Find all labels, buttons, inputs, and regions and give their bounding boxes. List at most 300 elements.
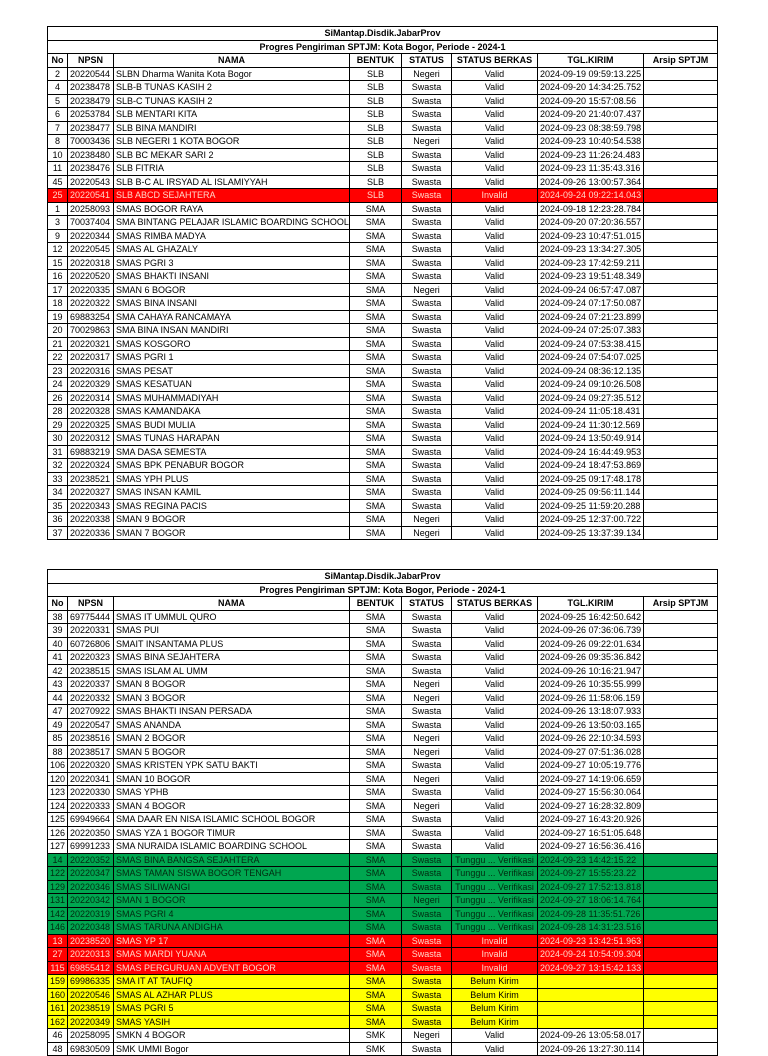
cell-nama: SMA NURAIDA ISLAMIC BOARDING SCHOOL xyxy=(114,840,350,854)
cell-tgl-kirim: 2024-09-27 15:55:23.22 xyxy=(538,867,644,881)
table-row xyxy=(48,499,718,513)
cell-arsip-sptjm xyxy=(644,826,718,840)
cell-status-berkas: Valid xyxy=(452,310,538,324)
cell-bentuk: SMA xyxy=(350,486,402,500)
cell-npsn: 20220343 xyxy=(68,499,114,513)
cell-bentuk: SMA xyxy=(350,1015,402,1029)
cell-nama: SMAN 3 BOGOR xyxy=(114,691,350,705)
cell-tgl-kirim: 2024-09-19 09:59:13.225 xyxy=(538,67,644,81)
cell-no: 35 xyxy=(48,499,68,513)
cell-no: 126 xyxy=(48,826,68,840)
cell-npsn: 20220328 xyxy=(68,405,114,419)
cell-npsn: 20220342 xyxy=(68,894,114,908)
cell-bentuk: SMA xyxy=(350,894,402,908)
cell-no: 37 xyxy=(48,526,68,540)
cell-npsn: 20220337 xyxy=(68,678,114,692)
cell-status: Negeri xyxy=(402,135,452,149)
cell-status: Swasta xyxy=(402,405,452,419)
cell-arsip-sptjm xyxy=(644,243,718,257)
cell-npsn: 20220338 xyxy=(68,513,114,527)
table-row xyxy=(48,745,718,759)
cell-tgl-kirim: 2024-09-27 17:52:13.818 xyxy=(538,880,644,894)
cell-tgl-kirim: 2024-09-26 11:58:06.159 xyxy=(538,691,644,705)
cell-nama: SMAN 5 BOGOR xyxy=(114,745,350,759)
cell-arsip-sptjm xyxy=(644,880,718,894)
cell-bentuk: SMA xyxy=(350,310,402,324)
table-row xyxy=(48,202,718,216)
cell-status-berkas: Valid xyxy=(452,364,538,378)
cell-npsn: 20220344 xyxy=(68,229,114,243)
cell-no: 46 xyxy=(48,1029,68,1043)
cell-npsn: 20253784 xyxy=(68,108,114,122)
cell-no: 12 xyxy=(48,243,68,257)
table-row xyxy=(48,1015,718,1029)
table-row xyxy=(48,256,718,270)
header-npsn: NPSN xyxy=(68,597,114,611)
cell-tgl-kirim xyxy=(538,988,644,1002)
cell-npsn: 70037404 xyxy=(68,216,114,230)
cell-status: Swasta xyxy=(402,432,452,446)
cell-status: Swasta xyxy=(402,108,452,122)
cell-status: Negeri xyxy=(402,745,452,759)
cell-tgl-kirim: 2024-09-26 10:16:21.947 xyxy=(538,664,644,678)
cell-tgl-kirim: 2024-09-24 07:17:50.087 xyxy=(538,297,644,311)
cell-no: 127 xyxy=(48,840,68,854)
table-row xyxy=(48,664,718,678)
cell-status: Swasta xyxy=(402,867,452,881)
cell-nama: SMAS YPH PLUS xyxy=(114,472,350,486)
cell-tgl-kirim: 2024-09-23 11:26:24.483 xyxy=(538,148,644,162)
cell-nama: SMAS IT UMMUL QURO xyxy=(114,610,350,624)
cell-status: Swasta xyxy=(402,975,452,989)
cell-arsip-sptjm xyxy=(644,759,718,773)
cell-status: Swasta xyxy=(402,651,452,665)
cell-bentuk: SMA xyxy=(350,337,402,351)
cell-status: Negeri xyxy=(402,283,452,297)
cell-no: 24 xyxy=(48,378,68,392)
cell-nama: SLB B-C AL IRSYAD AL ISLAMIYYAH xyxy=(114,175,350,189)
cell-no: 15 xyxy=(48,256,68,270)
cell-arsip-sptjm xyxy=(644,189,718,203)
cell-status-berkas: Valid xyxy=(452,418,538,432)
cell-npsn: 20220520 xyxy=(68,270,114,284)
table-row xyxy=(48,759,718,773)
header-row xyxy=(48,597,718,611)
cell-bentuk: SLB xyxy=(350,81,402,95)
cell-arsip-sptjm xyxy=(644,1042,718,1056)
cell-bentuk: SMA xyxy=(350,664,402,678)
cell-arsip-sptjm xyxy=(644,364,718,378)
cell-tgl-kirim: 2024-09-26 13:00:57.364 xyxy=(538,175,644,189)
cell-arsip-sptjm xyxy=(644,121,718,135)
cell-no: 129 xyxy=(48,880,68,894)
cell-tgl-kirim: 2024-09-25 12:37:00.722 xyxy=(538,513,644,527)
cell-no: 6 xyxy=(48,108,68,122)
cell-no: 3 xyxy=(48,216,68,230)
cell-arsip-sptjm xyxy=(644,216,718,230)
cell-arsip-sptjm xyxy=(644,1015,718,1029)
cell-nama: SMAS AL GHAZALY xyxy=(114,243,350,257)
cell-tgl-kirim: 2024-09-18 12:23:28.784 xyxy=(538,202,644,216)
cell-tgl-kirim: 2024-09-24 08:36:12.135 xyxy=(538,364,644,378)
cell-bentuk: SMA xyxy=(350,364,402,378)
cell-nama: SMAS ANANDA xyxy=(114,718,350,732)
table-row xyxy=(48,853,718,867)
table-row xyxy=(48,691,718,705)
cell-status-berkas: Valid xyxy=(452,826,538,840)
cell-tgl-kirim: 2024-09-27 15:56:30.064 xyxy=(538,786,644,800)
cell-status-berkas: Belum Kirim xyxy=(452,988,538,1002)
cell-bentuk: SMA xyxy=(350,324,402,338)
cell-npsn: 20220325 xyxy=(68,418,114,432)
cell-status: Swasta xyxy=(402,189,452,203)
header-no: No xyxy=(48,54,68,68)
cell-npsn: 69986335 xyxy=(68,975,114,989)
table-row xyxy=(48,921,718,935)
cell-nama: SMAS MUHAMMADIYAH xyxy=(114,391,350,405)
cell-status: Swasta xyxy=(402,486,452,500)
cell-status-berkas: Tunggu ... Verifikasi xyxy=(452,894,538,908)
cell-no: 48 xyxy=(48,1042,68,1056)
cell-npsn: 20220546 xyxy=(68,988,114,1002)
cell-status: Negeri xyxy=(402,732,452,746)
cell-no: 115 xyxy=(48,961,68,975)
cell-status-berkas: Valid xyxy=(452,813,538,827)
cell-bentuk: SMK xyxy=(350,1029,402,1043)
cell-status: Swasta xyxy=(402,121,452,135)
cell-bentuk: SMA xyxy=(350,651,402,665)
cell-tgl-kirim: 2024-09-23 13:34:27.305 xyxy=(538,243,644,257)
table-row xyxy=(48,867,718,881)
table-row xyxy=(48,624,718,638)
cell-no: 18 xyxy=(48,297,68,311)
cell-status-berkas: Invalid xyxy=(452,189,538,203)
cell-no: 1 xyxy=(48,202,68,216)
cell-status-berkas: Valid xyxy=(452,297,538,311)
cell-status-berkas: Valid xyxy=(452,678,538,692)
table-row xyxy=(48,1029,718,1043)
cell-no: 14 xyxy=(48,853,68,867)
cell-arsip-sptjm xyxy=(644,894,718,908)
app-title: SiMantap.Disdik.JabarProv xyxy=(48,27,718,41)
table-row xyxy=(48,283,718,297)
table-row xyxy=(48,270,718,284)
cell-nama: SMAS YASIH xyxy=(114,1015,350,1029)
cell-bentuk: SMA xyxy=(350,526,402,540)
header-tgl-kirim: TGL.KIRIM xyxy=(538,54,644,68)
cell-bentuk: SMA xyxy=(350,799,402,813)
cell-tgl-kirim: 2024-09-27 18:06:14.764 xyxy=(538,894,644,908)
cell-no: 44 xyxy=(48,691,68,705)
header-bentuk: BENTUK xyxy=(350,597,402,611)
cell-no: 25 xyxy=(48,189,68,203)
cell-bentuk: SMA xyxy=(350,391,402,405)
cell-nama: SMAS PUI xyxy=(114,624,350,638)
cell-bentuk: SMA xyxy=(350,853,402,867)
cell-status-berkas: Valid xyxy=(452,526,538,540)
table-row xyxy=(48,786,718,800)
table-row xyxy=(48,108,718,122)
cell-bentuk: SMA xyxy=(350,691,402,705)
header-row xyxy=(48,54,718,68)
cell-tgl-kirim: 2024-09-26 13:05:58.017 xyxy=(538,1029,644,1043)
table-row xyxy=(48,813,718,827)
table-row xyxy=(48,894,718,908)
cell-tgl-kirim: 2024-09-24 11:05:18.431 xyxy=(538,405,644,419)
cell-tgl-kirim: 2024-09-24 11:30:12.569 xyxy=(538,418,644,432)
cell-tgl-kirim: 2024-09-26 13:50:03.165 xyxy=(538,718,644,732)
table-row xyxy=(48,975,718,989)
cell-status: Swasta xyxy=(402,324,452,338)
table-row xyxy=(48,351,718,365)
cell-status-berkas: Valid xyxy=(452,840,538,854)
cell-status: Swasta xyxy=(402,1002,452,1016)
cell-arsip-sptjm xyxy=(644,94,718,108)
cell-tgl-kirim: 2024-09-23 11:35:43.316 xyxy=(538,162,644,176)
table-row xyxy=(48,67,718,81)
cell-arsip-sptjm xyxy=(644,907,718,921)
cell-status: Negeri xyxy=(402,691,452,705)
cell-status-berkas: Valid xyxy=(452,691,538,705)
cell-no: 125 xyxy=(48,813,68,827)
cell-status: Swasta xyxy=(402,418,452,432)
table-row xyxy=(48,229,718,243)
table-row xyxy=(48,297,718,311)
cell-tgl-kirim: 2024-09-24 07:54:07.025 xyxy=(538,351,644,365)
table-row xyxy=(48,405,718,419)
cell-bentuk: SMA xyxy=(350,624,402,638)
cell-no: 16 xyxy=(48,270,68,284)
cell-no: 40 xyxy=(48,637,68,651)
cell-status: Swasta xyxy=(402,391,452,405)
cell-arsip-sptjm xyxy=(644,921,718,935)
cell-no: 21 xyxy=(48,337,68,351)
cell-tgl-kirim: 2024-09-24 07:53:38.415 xyxy=(538,337,644,351)
cell-bentuk: SLB xyxy=(350,121,402,135)
cell-status-berkas: Valid xyxy=(452,718,538,732)
cell-npsn: 20238517 xyxy=(68,745,114,759)
cell-nama: SMAN 2 BOGOR xyxy=(114,732,350,746)
cell-status: Negeri xyxy=(402,1029,452,1043)
cell-npsn: 20220313 xyxy=(68,948,114,962)
table-row xyxy=(48,880,718,894)
cell-npsn: 20238479 xyxy=(68,94,114,108)
cell-arsip-sptjm xyxy=(644,67,718,81)
cell-status-berkas: Valid xyxy=(452,486,538,500)
cell-bentuk: SMA xyxy=(350,786,402,800)
cell-status: Swasta xyxy=(402,705,452,719)
cell-arsip-sptjm xyxy=(644,229,718,243)
cell-npsn: 20220330 xyxy=(68,786,114,800)
cell-tgl-kirim: 2024-09-26 22:10:34.593 xyxy=(538,732,644,746)
cell-npsn: 20220349 xyxy=(68,1015,114,1029)
cell-status-berkas: Valid xyxy=(452,337,538,351)
table-row xyxy=(48,513,718,527)
table-row xyxy=(48,988,718,1002)
cell-tgl-kirim: 2024-09-28 14:31:23.516 xyxy=(538,921,644,935)
cell-no: 5 xyxy=(48,94,68,108)
cell-npsn: 69883254 xyxy=(68,310,114,324)
cell-npsn: 20220350 xyxy=(68,826,114,840)
cell-status-berkas: Invalid xyxy=(452,934,538,948)
cell-status-berkas: Valid xyxy=(452,745,538,759)
cell-status-berkas: Valid xyxy=(452,351,538,365)
cell-tgl-kirim: 2024-09-26 09:35:36.842 xyxy=(538,651,644,665)
cell-arsip-sptjm xyxy=(644,867,718,881)
header-arsip-sptjm: Arsip SPTJM xyxy=(644,54,718,68)
header-nama: NAMA xyxy=(114,597,350,611)
report-sheet-2 xyxy=(47,569,717,1056)
cell-tgl-kirim: 2024-09-23 14:42:15.22 xyxy=(538,853,644,867)
cell-bentuk: SMK xyxy=(350,1042,402,1056)
cell-bentuk: SMA xyxy=(350,283,402,297)
cell-no: 161 xyxy=(48,1002,68,1016)
cell-no: 20 xyxy=(48,324,68,338)
cell-arsip-sptjm xyxy=(644,162,718,176)
cell-status: Negeri xyxy=(402,894,452,908)
cell-status: Swasta xyxy=(402,81,452,95)
table-row xyxy=(48,961,718,975)
cell-no: 28 xyxy=(48,405,68,419)
cell-tgl-kirim: 2024-09-27 07:51:36.028 xyxy=(538,745,644,759)
cell-status: Swasta xyxy=(402,364,452,378)
cell-status-berkas: Valid xyxy=(452,705,538,719)
cell-status: Negeri xyxy=(402,67,452,81)
table-row xyxy=(48,826,718,840)
cell-tgl-kirim: 2024-09-27 16:28:32.809 xyxy=(538,799,644,813)
cell-npsn: 20220541 xyxy=(68,189,114,203)
cell-status-berkas: Valid xyxy=(452,651,538,665)
cell-bentuk: SMA xyxy=(350,472,402,486)
cell-bentuk: SLB xyxy=(350,94,402,108)
cell-status-berkas: Tunggu ... Verifikasi xyxy=(452,867,538,881)
cell-status: Swasta xyxy=(402,202,452,216)
cell-bentuk: SMA xyxy=(350,718,402,732)
cell-tgl-kirim: 2024-09-24 09:27:35.512 xyxy=(538,391,644,405)
cell-no: 106 xyxy=(48,759,68,773)
cell-nama: SMAS REGINA PACIS xyxy=(114,499,350,513)
header-status-berkas: STATUS BERKAS xyxy=(452,597,538,611)
cell-arsip-sptjm xyxy=(644,418,718,432)
table-row xyxy=(48,472,718,486)
cell-npsn: 20238478 xyxy=(68,81,114,95)
cell-bentuk: SMA xyxy=(350,813,402,827)
cell-no: 29 xyxy=(48,418,68,432)
cell-bentuk: SMA xyxy=(350,351,402,365)
cell-nama: SMAS BINA SEJAHTERA xyxy=(114,651,350,665)
cell-status: Swasta xyxy=(402,351,452,365)
cell-status-berkas: Valid xyxy=(452,283,538,297)
cell-status-berkas: Valid xyxy=(452,432,538,446)
table-row xyxy=(48,162,718,176)
cell-bentuk: SMA xyxy=(350,637,402,651)
cell-arsip-sptjm xyxy=(644,256,718,270)
cell-bentuk: SMA xyxy=(350,297,402,311)
cell-nama: SMAS BHAKTI INSANI xyxy=(114,270,350,284)
cell-nama: SLB NEGERI 1 KOTA BOGOR xyxy=(114,135,350,149)
cell-arsip-sptjm xyxy=(644,486,718,500)
cell-arsip-sptjm xyxy=(644,961,718,975)
cell-status-berkas: Valid xyxy=(452,799,538,813)
cell-npsn: 20220321 xyxy=(68,337,114,351)
cell-arsip-sptjm xyxy=(644,637,718,651)
cell-nama: SLB MENTARI KITA xyxy=(114,108,350,122)
table-row xyxy=(48,243,718,257)
table-row xyxy=(48,934,718,948)
cell-nama: SMAS PESAT xyxy=(114,364,350,378)
cell-arsip-sptjm xyxy=(644,297,718,311)
cell-status: Swasta xyxy=(402,148,452,162)
table-row xyxy=(48,337,718,351)
cell-status-berkas: Belum Kirim xyxy=(452,1015,538,1029)
cell-npsn: 20238520 xyxy=(68,934,114,948)
cell-arsip-sptjm xyxy=(644,664,718,678)
cell-nama: SMAS PGRI 1 xyxy=(114,351,350,365)
table-row xyxy=(48,705,718,719)
cell-status: Swasta xyxy=(402,961,452,975)
cell-tgl-kirim: 2024-09-27 16:43:20.926 xyxy=(538,813,644,827)
cell-arsip-sptjm xyxy=(644,459,718,473)
cell-status: Swasta xyxy=(402,175,452,189)
cell-tgl-kirim xyxy=(538,1002,644,1016)
cell-bentuk: SMA xyxy=(350,934,402,948)
cell-tgl-kirim: 2024-09-27 16:51:05.648 xyxy=(538,826,644,840)
cell-status: Swasta xyxy=(402,813,452,827)
cell-no: 9 xyxy=(48,229,68,243)
cell-nama: SMAS PGRI 3 xyxy=(114,256,350,270)
cell-nama: SMAS KESATUAN xyxy=(114,378,350,392)
cell-npsn: 20220331 xyxy=(68,624,114,638)
cell-tgl-kirim: 2024-09-24 10:54:09.304 xyxy=(538,948,644,962)
cell-arsip-sptjm xyxy=(644,499,718,513)
cell-nama: SLB FITRIA xyxy=(114,162,350,176)
cell-arsip-sptjm xyxy=(644,148,718,162)
cell-tgl-kirim: 2024-09-20 14:34:25.752 xyxy=(538,81,644,95)
cell-no: 49 xyxy=(48,718,68,732)
cell-bentuk: SMA xyxy=(350,948,402,962)
cell-nama: SMAS BOGOR RAYA xyxy=(114,202,350,216)
cell-status: Swasta xyxy=(402,270,452,284)
cell-nama: SLB-C TUNAS KASIH 2 xyxy=(114,94,350,108)
table-row xyxy=(48,718,718,732)
cell-arsip-sptjm xyxy=(644,135,718,149)
cell-tgl-kirim: 2024-09-23 19:51:48.349 xyxy=(538,270,644,284)
cell-bentuk: SMA xyxy=(350,840,402,854)
cell-status-berkas: Valid xyxy=(452,624,538,638)
app-title: SiMantap.Disdik.JabarProv xyxy=(48,570,718,584)
cell-status-berkas: Valid xyxy=(452,499,538,513)
cell-arsip-sptjm xyxy=(644,81,718,95)
table-row xyxy=(48,432,718,446)
cell-arsip-sptjm xyxy=(644,610,718,624)
cell-nama: SMAS PGRI 4 xyxy=(114,907,350,921)
table-row xyxy=(48,651,718,665)
cell-no: 33 xyxy=(48,472,68,486)
cell-nama: SMAS KAMANDAKA xyxy=(114,405,350,419)
cell-status: Swasta xyxy=(402,337,452,351)
cell-arsip-sptjm xyxy=(644,472,718,486)
cell-npsn: 69949664 xyxy=(68,813,114,827)
cell-arsip-sptjm xyxy=(644,324,718,338)
cell-no: 23 xyxy=(48,364,68,378)
cell-status: Swasta xyxy=(402,216,452,230)
sptjm-table-2 xyxy=(47,569,718,1056)
cell-no: 43 xyxy=(48,678,68,692)
cell-tgl-kirim: 2024-09-27 14:19:06.659 xyxy=(538,772,644,786)
cell-nama: SMK UMMI Bogor xyxy=(114,1042,350,1056)
cell-status-berkas: Valid xyxy=(452,148,538,162)
cell-bentuk: SMA xyxy=(350,759,402,773)
